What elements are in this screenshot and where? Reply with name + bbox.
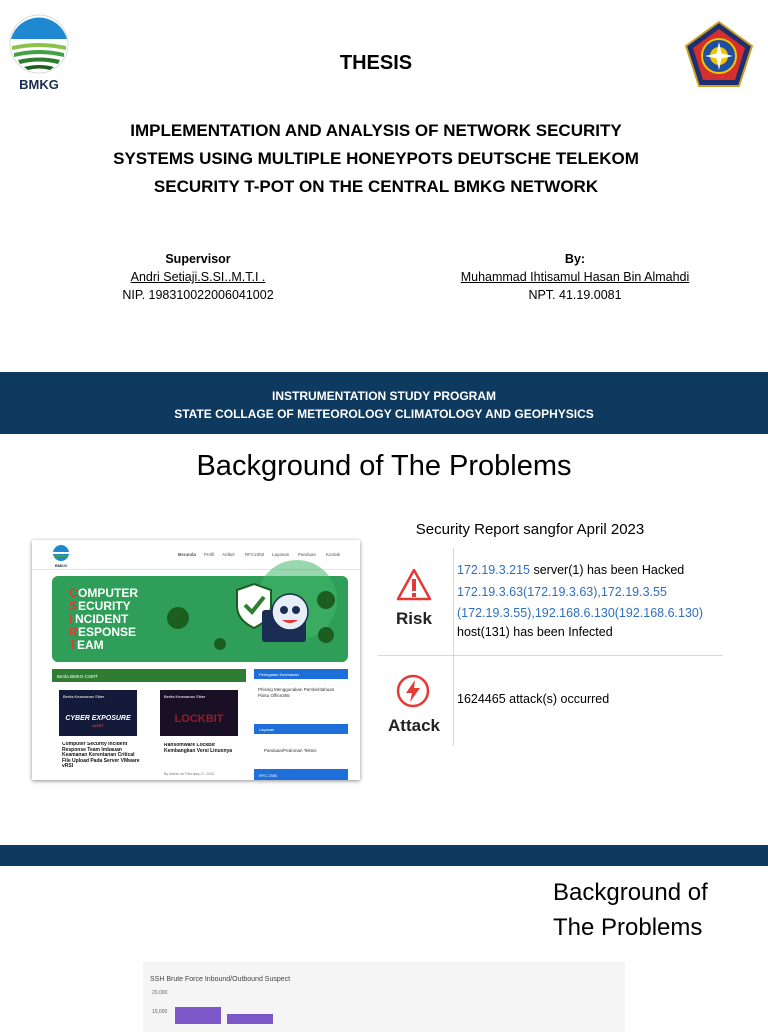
card2-title: Ransomware LockBit Kembangkan Versi Linuxnya [164, 743, 233, 754]
hero-line: ECURITY [78, 599, 131, 613]
hero-line: EAM [77, 638, 104, 652]
author-label: By: [564, 252, 586, 266]
nav-item: Beranda [178, 552, 197, 557]
risk-label: Risk [396, 609, 432, 628]
attack-label: Attack [388, 716, 440, 735]
card1-banner-sub: ALERT [92, 724, 104, 728]
slide3-title-line: Background of [553, 879, 708, 906]
risk-line-2: 172.19.3.63(172.19.3.63),172.19.3.55 [457, 585, 667, 599]
hero-line: NCIDENT [75, 612, 129, 626]
sidebar-item: Phising Menggunakan Pemberitahuan Palsu Office365 [258, 687, 335, 698]
hero-letter: T [69, 638, 77, 652]
report-title: Security Report sangfor April 2023 [415, 521, 645, 538]
sidebar-header: RFC 2350 [259, 773, 278, 778]
mini-logo-text: BMKG [54, 563, 68, 568]
risk-line-4: host(131) has been Infected [457, 625, 613, 639]
news-bar-label: Berita BMKG-CSIRT [57, 674, 99, 679]
hero-letter: S [69, 599, 78, 613]
svg-text:BMKG: BMKG [19, 77, 59, 91]
institution-emblem [684, 20, 754, 90]
chart-tick: 15,000 [152, 1009, 168, 1015]
sidebar-header: Peringatan Keamanan [259, 672, 299, 677]
hero-line: ESPONSE [78, 625, 137, 639]
chart-bar [175, 1007, 221, 1024]
attack-text: 1624465 attack(s) occurred [457, 692, 610, 706]
slide3-title [553, 875, 708, 945]
chart-bar [227, 1014, 273, 1024]
card1-title: Computer Security Incident Response Team Imbauan Keamanan Kerentanan Critical File Upload Pada Server VMware vRSI [62, 742, 140, 770]
hero-letter: R [69, 625, 78, 639]
college-name: STATE COLLAGE OF METEOROLOGY CLIMATOLOGY AND GEOPHYSICS [174, 407, 594, 421]
nav-item: Artikel [222, 552, 235, 557]
author-name: Muhammad Ihtisamul Hasan Bin Almahdi [460, 270, 690, 284]
chart-title: SSH Brute Force Inbound/Outbound Suspect [150, 976, 291, 983]
thesis-title: THESIS [339, 52, 413, 74]
card2-banner: LOCKBIT [174, 713, 224, 725]
slide3-title-line: The Problems [553, 914, 703, 941]
hacked-ip: 172.19.3.215 [457, 563, 530, 577]
risk-line-1 [457, 560, 684, 581]
hero-letter: I [69, 612, 73, 626]
slide3-top-band [0, 845, 768, 866]
table-divider-horizontal [378, 655, 723, 656]
csirt-website-screenshot [32, 540, 360, 780]
subtitle-line: IMPLEMENTATION AND ANALYSIS OF NETWORK SECURITY [130, 121, 622, 140]
table-divider-vertical [453, 548, 454, 746]
author-block [430, 250, 720, 304]
chart-tick: 20,000 [152, 990, 168, 996]
sidebar-header: Layanan [259, 727, 275, 732]
nav-item: Profil [204, 552, 215, 557]
supervisor-label: Supervisor [165, 252, 231, 266]
sidebar-item: Panduan/Pedoman Teknis [264, 748, 317, 753]
hero-letter: C [69, 586, 78, 600]
author-id: NPT. 41.19.0081 [528, 288, 622, 302]
card1-banner: CYBER EXPOSURE [65, 715, 131, 722]
nav-item: Panduan [298, 552, 317, 557]
subtitle-line: SYSTEMS USING MULTIPLE HONEYPOTS DEUTSCHE TELEKOM [113, 149, 639, 168]
attack-icon [396, 674, 430, 708]
thesis-subtitle [90, 117, 662, 201]
supervisor-id: NIP. 198310022006041002 [122, 288, 274, 302]
slide2-title: Background of The Problems [196, 450, 572, 482]
study-program: INSTRUMENTATION STUDY PROGRAM [272, 389, 496, 403]
nav-item: RFC2350 [245, 552, 265, 557]
supervisor-name: Andri Setiaji.S.SI..M.T.I . [130, 270, 266, 284]
risk-line-3: (172.19.3.55),192.168.6.130(192.168.6.130) [457, 606, 704, 620]
risk-icon [396, 567, 432, 603]
card2-tag: Berita Keamanan Siber [164, 694, 206, 699]
subtitle-line: SECURITY T-POT ON THE CENTRAL BMKG NETWORK [153, 177, 599, 196]
hacked-text: server(1) has been Hacked [530, 563, 685, 577]
nav-item: Kontak [326, 552, 341, 557]
footer-band [0, 372, 768, 434]
nav-item: Layanan [272, 552, 290, 557]
card1-tag: Berita Keamanan Siber [63, 694, 105, 699]
card2-meta: By Admin on February 17, 2022 [164, 772, 215, 776]
hero-line: OMPUTER [78, 586, 138, 600]
supervisor-block [78, 250, 318, 304]
